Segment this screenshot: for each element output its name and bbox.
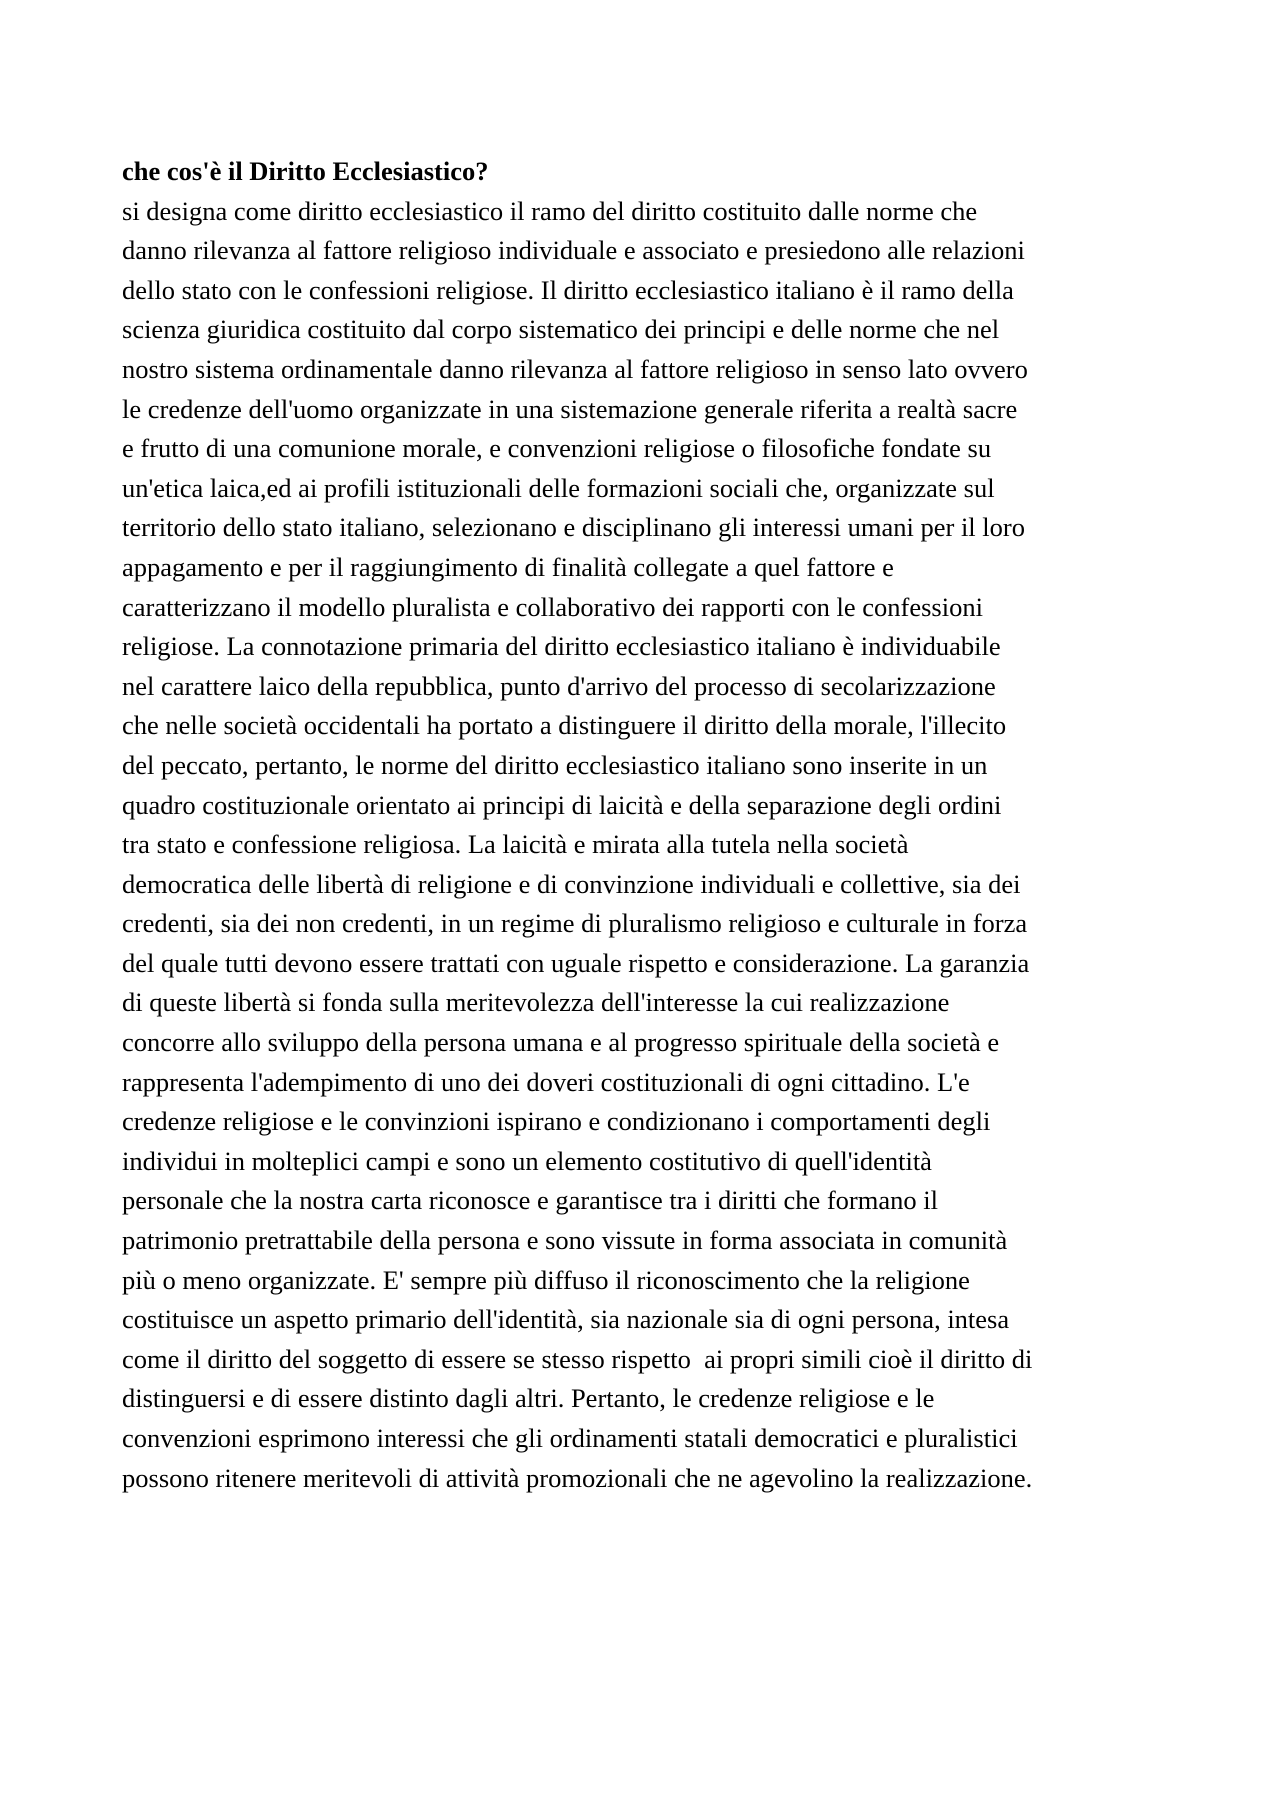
text-line: scienza giuridica costituito dal corpo sistematico dei principi e delle norme che nel [122, 314, 1000, 345]
text-line: individui in molteplici campi e sono un elemento costitutivo di quell'identità [122, 1145, 932, 1176]
text-line: si designa come diritto ecclesiastico il ramo del diritto costituito dalle norme che [122, 195, 978, 226]
text-line: personale che la nostra carta riconosce e garantisce tra i diritti che formano il [122, 1185, 938, 1216]
text-line: un'etica laica,ed ai profili istituzionali delle formazioni sociali che, organizzate sul [122, 472, 995, 503]
text-line: distinguersi e di essere distinto dagli altri. Pertanto, le credenze religiose e le [122, 1383, 935, 1414]
text-line: le credenze dell'uomo organizzate in una sistemazione generale riferita a realtà sacre [122, 393, 1018, 424]
text-line: che nelle società occidentali ha portato a distinguere il diritto della morale, l'illecito [122, 710, 1007, 741]
text-line: costituisce un aspetto primario dell'identità, sia nazionale sia di ogni persona, intesa [122, 1304, 1010, 1335]
text-line: religiose. La connotazione primaria del diritto ecclesiastico italiano è individuabile [122, 631, 1001, 662]
text-line: convenzioni esprimono interessi che gli ordinamenti statali democratici e pluralistici [122, 1423, 1018, 1453]
text-line: credenze religiose e le convinzioni ispirano e condizionano i comportamenti degli [122, 1106, 991, 1137]
text-line: concorre allo sviluppo della persona umana e al progresso spirituale della società e [122, 1027, 1000, 1058]
text-line: appagamento e per il raggiungimento di finalità collegate a quel fattore e [122, 551, 894, 582]
text-line: caratterizzano il modello pluralista e collaborativo dei rapporti con le confessioni [122, 591, 983, 622]
text-line: e frutto di una comunione morale, e convenzioni religiose o filosofiche fondate su [122, 433, 992, 464]
text-line: del peccato, pertanto, le norme del diritto ecclesiastico italiano sono inserite in un [122, 749, 988, 780]
document-title: che cos'è il Diritto Ecclesiastico? [122, 156, 489, 186]
text-line: nostro sistema ordinamentale danno rilevanza al fattore religioso in senso lato ovvero [122, 353, 1028, 384]
text-line: più o meno organizzate. E' sempre più diffuso il riconoscimento che la religione [122, 1264, 970, 1295]
text-line: democratica delle libertà di religione e di convinzione individuali e collettive, sia dei [122, 868, 1021, 899]
text-line: del quale tutti devono essere trattati con uguale rispetto e considerazione. La garanzia [122, 947, 1030, 978]
text-line: territorio dello stato italiano, selezionano e disciplinano gli interessi umani per il loro [122, 512, 1025, 543]
document-body [122, 152, 1172, 1498]
text-line: di queste libertà si fonda sulla meritevolezza dell'interesse la cui realizzazione [122, 987, 950, 1018]
text-line: credenti, sia dei non credenti, in un regime di pluralismo religioso e culturale in forza [122, 908, 1028, 939]
text-line: rappresenta l'adempimento di uno dei doveri costituzionali di ogni cittadino. L'e [122, 1066, 970, 1097]
text-line: quadro costituzionale orientato ai principi di laicità e della separazione degli ordini [122, 789, 1002, 820]
text-line: tra stato e confessione religiosa. La laicità e mirata alla tutela nella società [122, 829, 909, 860]
text-line: patrimonio pretrattabile della persona e sono vissute in forma associata in comunità [122, 1225, 1008, 1256]
text-line: dello stato con le confessioni religiose. Il diritto ecclesiastico italiano è il ramo della [122, 274, 1014, 305]
text-line: possono ritenere meritevoli di attività promozionali che ne agevolino la realizzazione. [122, 1462, 1033, 1493]
text-line: danno rilevanza al fattore religioso individuale e associato e presiedono alle relazioni [122, 235, 1025, 266]
text-line: come il diritto del soggetto di essere se stesso rispetto ai propri simili cioè il diritto di [122, 1343, 1033, 1374]
paragraph [122, 192, 1172, 1499]
text-line: nel carattere laico della repubblica, punto d'arrivo del processo di secolarizzazione [122, 670, 996, 701]
